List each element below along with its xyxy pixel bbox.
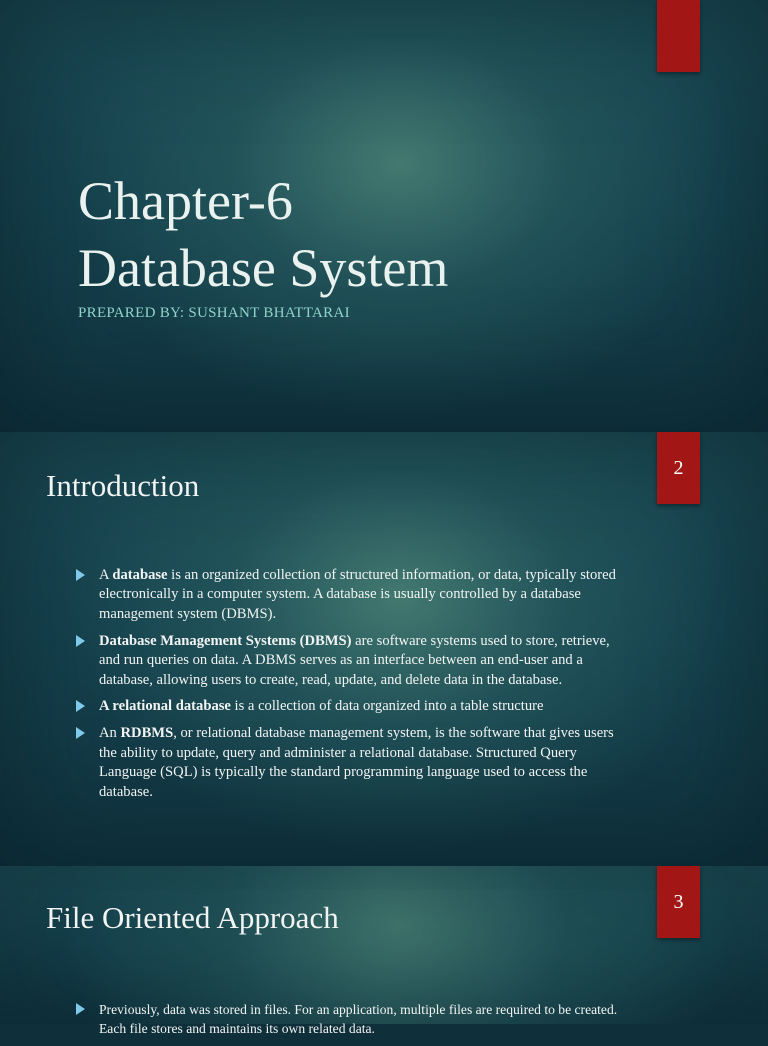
bullet-bold: A relational database	[99, 698, 231, 715]
bullet-post: is an organized collection of structured information, or data, typically stored electronically in a computer system. A database is usually controlled by a database management system (DBMS).	[99, 567, 616, 622]
bullet-arrow-icon	[76, 700, 85, 712]
bullet-arrow-icon	[76, 635, 85, 647]
bullet-pre: A	[99, 567, 113, 583]
bullet-text: Previously, data was stored in files. For an application, multiple files are required to be created. Each file stores and maintains its own related data.	[99, 1002, 618, 1037]
list-item	[76, 724, 632, 802]
chapter-subtitle: Database System	[78, 238, 449, 298]
bullet-bold: RDBMS	[120, 725, 174, 742]
file-oriented-slide	[0, 866, 768, 1037]
slide-heading: File Oriented Approach	[46, 900, 339, 935]
bullet-bold: Database Management Systems (DBMS)	[99, 632, 352, 649]
slide-number-tab	[657, 0, 700, 72]
bullet-arrow-icon	[76, 569, 85, 581]
list-item	[76, 632, 632, 690]
bullet-post: , or relational database management system, is the software that gives users the ability to update, query and administer a relational database. Structured Query Language (SQL) is typically the standard programming language used to access the database.	[99, 725, 614, 800]
chapter-title: Chapter-6	[78, 171, 293, 231]
slide-heading: Introduction	[46, 468, 200, 503]
prepared-by: PREPARED BY: SUSHANT BHATTARAI	[78, 305, 350, 321]
bullet-post: is a collection of data organized into a table structure	[230, 698, 544, 715]
slide-number-tab: 3	[657, 866, 700, 938]
bullet-list	[76, 1000, 632, 1046]
title-slide	[0, 0, 768, 432]
bullet-bold: database	[112, 567, 168, 583]
list-item	[76, 1000, 632, 1039]
bullet-arrow-icon	[76, 1003, 85, 1015]
bullet-pre: An	[99, 725, 121, 742]
bullet-post: are software systems used to store, retrieve, and run queries on data. A DBMS serves as an interface between an end-user and a database, allowing users to create, read, update, and delete data in the database.	[99, 632, 610, 688]
list-item	[76, 566, 632, 624]
list-item	[76, 697, 632, 716]
bullet-arrow-icon	[76, 727, 85, 739]
bullet-list	[76, 566, 632, 809]
slide-number-tab: 2	[657, 432, 700, 504]
introduction-slide	[0, 432, 768, 866]
